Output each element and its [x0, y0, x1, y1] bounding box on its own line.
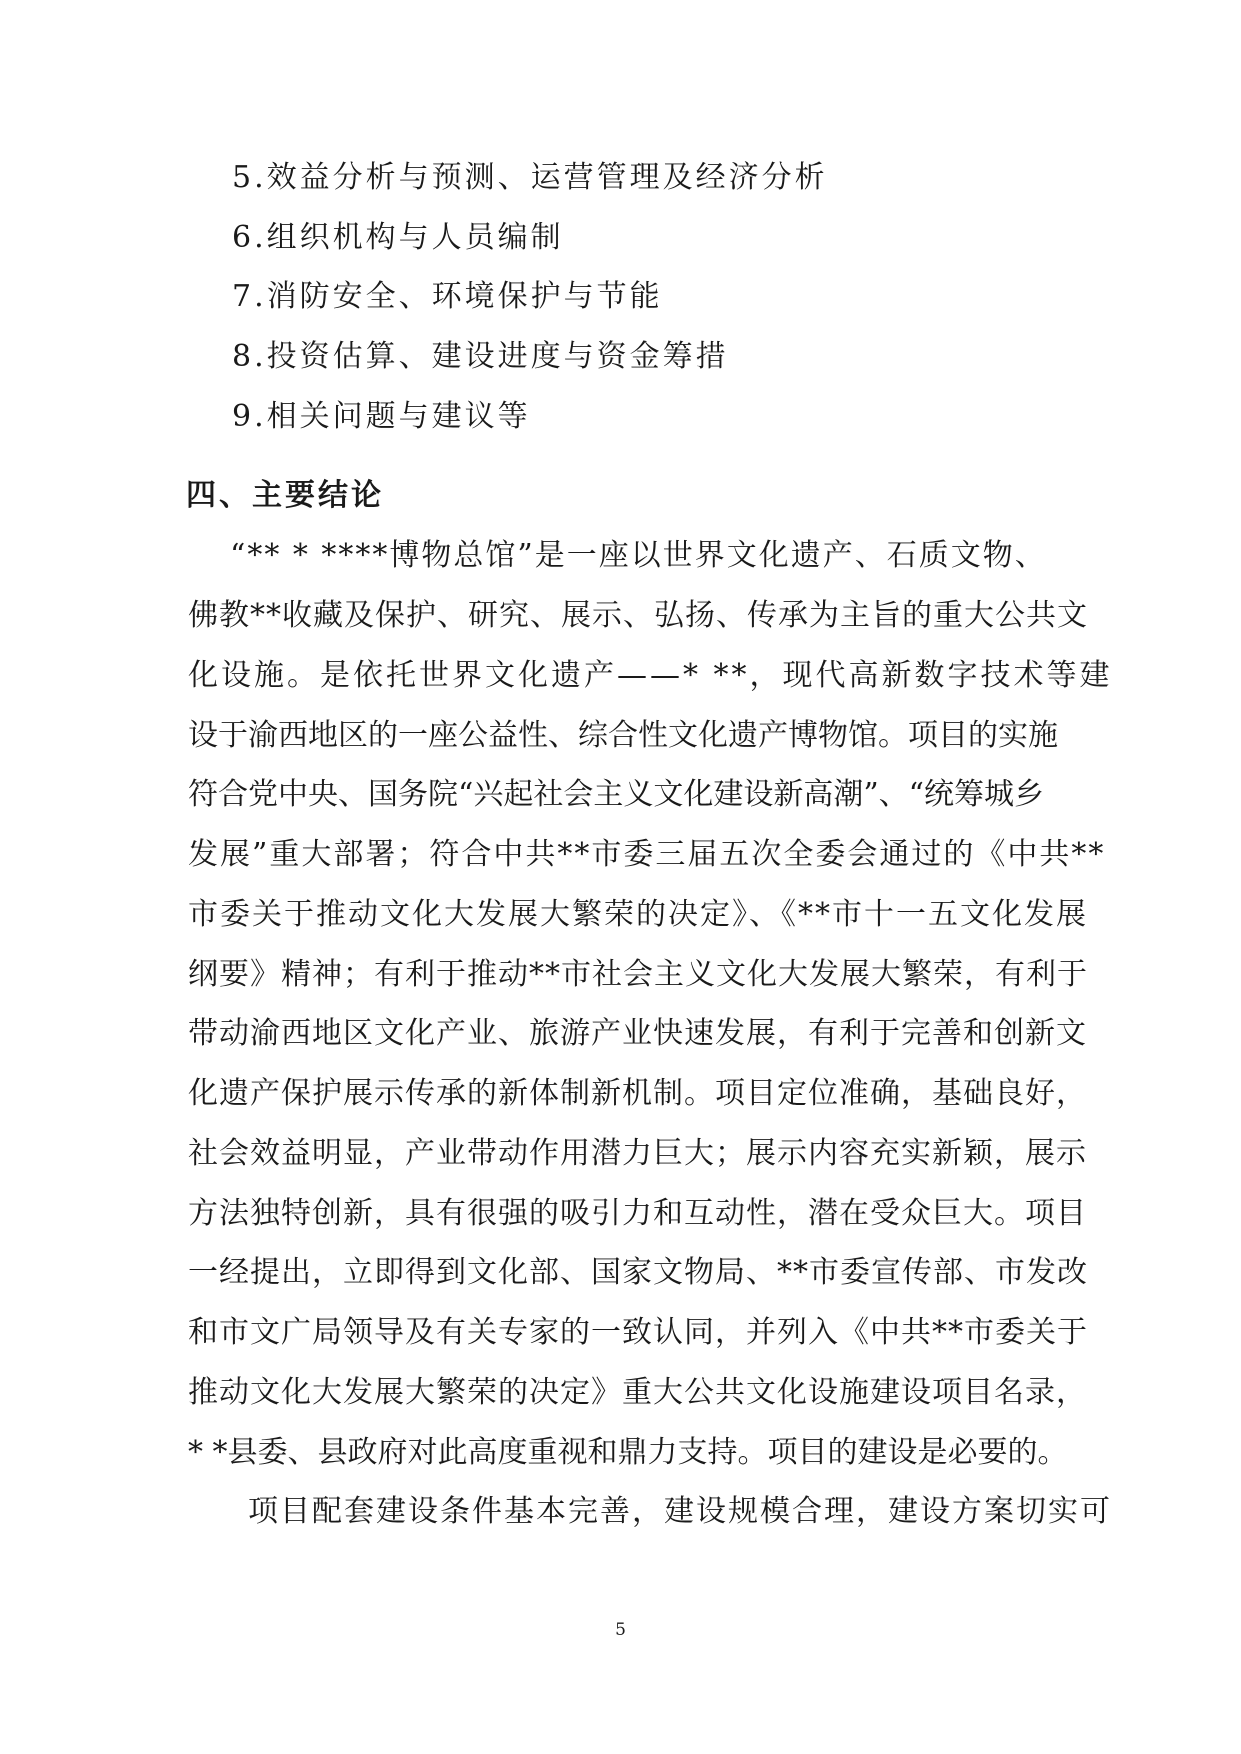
paragraph-line: 化遗产保护展示传承的新体制新机制。项目定位准确，基础良好， — [188, 1076, 1087, 1111]
paragraph-line: 社会效益明显，产业带动作用潜力巨大；展示内容充实新颖，展示 — [188, 1136, 1087, 1171]
paragraph-line: 带动渝西地区文化产业、旅游产业快速发展，有利于完善和创新文 — [188, 1016, 1087, 1051]
list-item: 8.投资估算、建设进度与资金筹措 — [232, 339, 729, 374]
paragraph-line: 市委关于推动文化大发展大繁荣的决定》、《**市十一五文化发展 — [188, 897, 1088, 932]
paragraph-line: 推动文化大发展大繁荣的决定》重大公共文化设施建设项目名录， — [188, 1375, 1087, 1410]
paragraph-line: 一经提出，立即得到文化部、国家文物局、**市委宣传部、市发改 — [188, 1255, 1088, 1290]
section-heading: 四、主要结论 — [186, 478, 384, 513]
list-item: 9.相关问题与建议等 — [232, 399, 531, 434]
paragraph-line: 发展”重大部署；符合中共**市委三届五次全委会通过的《中共** — [188, 837, 1106, 872]
paragraph-line: 和市文广局领导及有关专家的一致认同，并列入《中共**市委关于 — [188, 1315, 1088, 1350]
paragraph-line: 项目配套建设条件基本完善，建设规模合理，建设方案切实可 — [248, 1494, 1112, 1529]
paragraph-line: “** * ****博物总馆”是一座以世界文化遗产、石质文物、 — [230, 538, 1047, 573]
paragraph-line: 符合党中央、国务院“兴起社会主义文化建设新高潮”、“统筹城乡 — [188, 777, 1045, 812]
paragraph-line: 设于渝西地区的一座公益性、综合性文化遗产博物馆。项目的实施 — [188, 718, 1058, 753]
paragraph-line: 方法独特创新，具有很强的吸引力和互动性，潜在受众巨大。项目 — [188, 1196, 1087, 1231]
paragraph-line: 佛教**收藏及保护、研究、展示、弘扬、传承为主旨的重大公共文 — [188, 598, 1088, 633]
page-number: 5 — [615, 1620, 626, 1640]
paragraph-line: 化设施。是依托世界文化遗产——* **，现代高新数字技术等建 — [188, 658, 1113, 693]
paragraph-line: * *县委、县政府对此高度重视和鼎力支持。项目的建设是必要的。 — [188, 1435, 1068, 1470]
list-item: 6.组织机构与人员编制 — [232, 220, 564, 255]
paragraph-line: 纲要》精神；有利于推动**市社会主义文化大发展大繁荣，有利于 — [188, 957, 1088, 992]
list-item: 7.消防安全、环境保护与节能 — [232, 279, 663, 314]
list-item: 5.效益分析与预测、运营管理及经济分析 — [232, 160, 828, 195]
